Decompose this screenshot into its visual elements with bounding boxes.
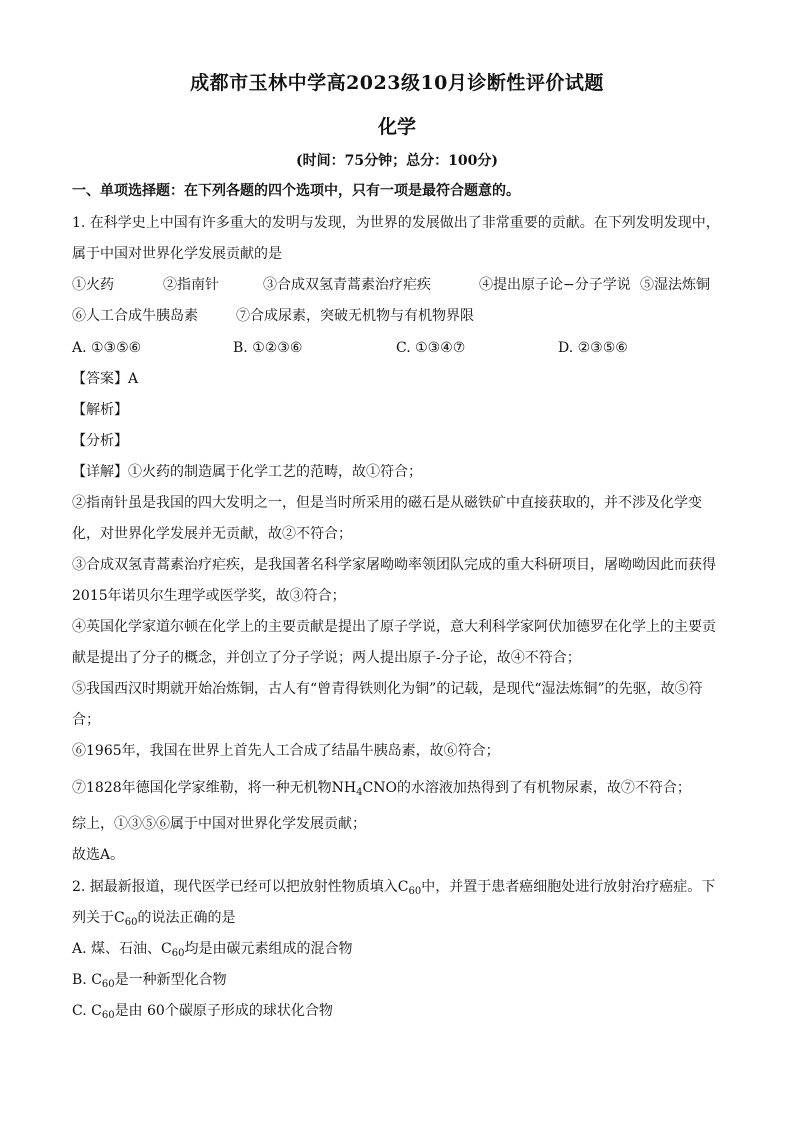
q1-detail-line-7 <box>72 779 691 802</box>
q1-item-5: ⑤湿法炼铜 <box>640 277 710 293</box>
q1-item-6: ⑥人工合成牛胰岛素 <box>72 308 198 324</box>
section-heading: 一、单项选择题：在下列各题的四个选项中，只有一项是最符合题意的。 <box>72 183 520 199</box>
q1-item-2: ②指南针 <box>163 277 219 293</box>
q2-stem-line1: 2. 据最新报道，现代医学已经可以把放射性物质填入$C_{60}$中，并置于患者癌细胞处进行放射治疗癌症。下 <box>72 879 716 897</box>
q1-analysis-label: 【解析】 <box>72 402 128 418</box>
time-info: (时间：75分钟；总分：100分) <box>296 153 498 169</box>
q2-option-a: A. 煤、石油、$C_{60}$均是由碳元素组成的混合物 <box>72 941 353 959</box>
q1-stem-line2: 属于中国对世界化学发展贡献的是 <box>72 246 282 262</box>
q1-item-1: ①火药 <box>72 277 114 293</box>
q1-conclusion: 故选A。 <box>72 847 125 863</box>
q1-item-4: ④提出原子论−分子学说 <box>479 277 631 293</box>
q1-item-7: ⑦合成尿素，突破无机物与有机物界限 <box>236 308 474 324</box>
q1-detail-line: ④英国化学家道尔顿在化学上的主要贡献是提出了原子学说，意大利科学家阿伏加德罗在化学上的主要贡 <box>72 619 716 635</box>
detail7-pre: ⑦1828年德国化学家维勒，将一种无机物 <box>72 780 332 796</box>
q1-detail-line: ⑥1965年，我国在世界上首先人工合成了结晶牛胰岛素，故⑥符合； <box>72 743 500 759</box>
q1-detail-line: 献是提出了分子的概念，并创立了分子学说；两人提出原子-分子论，故④不符合； <box>72 650 581 666</box>
q1-option-b: B. ①②③⑥ <box>233 340 303 356</box>
q1-option-a: A. ①③⑤⑥ <box>72 340 142 356</box>
q1-detail-line: ③合成双氢青蒿素治疗疟疾，是我国著名科学家屠呦呦率领团队完成的重大科研项目，屠呦呦因此而获得 <box>72 557 716 573</box>
q2-stem-line2: 列关于$C_{60}$的说法正确的是 <box>72 910 236 928</box>
formula-nh4cno: $NH_4CNO$ <box>331 780 397 798</box>
q1-detail-line: ⑤我国西汉时期就开始冶炼铜，古人有“曾青得铁则化为铜”的记载，是现代“湿法炼铜”的先驱，故⑤符 <box>72 681 703 697</box>
q2-option-b: B. $C_{60}$是一种新型化合物 <box>72 972 227 990</box>
q1-detail-line: 【详解】①火药的制造属于化学工艺的范畴，故①符合； <box>72 464 422 480</box>
subject-title: 化学 <box>377 116 416 138</box>
q1-detail-line: 化，对世界化学发展并无贡献，故②不符合； <box>72 526 352 542</box>
q1-summary: 综上，①③⑤⑥属于中国对世界化学发展贡献； <box>72 816 366 832</box>
q1-stem-line1: 1. 在科学史上中国有许多重大的发明与发现，为世界的发展做出了非常重要的贡献。在下列发明发现中， <box>72 215 720 231</box>
q1-item-3: ③合成双氢青蒿素治疗疟疾 <box>263 277 431 293</box>
q2-option-c: C. $C_{60}$是由 60个碳原子形成的球状化合物 <box>72 1003 333 1021</box>
q1-answer: 【答案】A <box>72 371 139 387</box>
q1-fenxi-label: 【分析】 <box>72 433 128 449</box>
q1-detail-line: 2015年诺贝尔生理学或医学奖，故③符合； <box>72 588 346 604</box>
q1-detail-line: ②指南针虽是我国的四大发明之一，但是当时所采用的磁石是从磁铁矿中直接获取的，并不涉及化学变 <box>72 495 702 511</box>
exam-title: 成都市玉林中学高2023级10月诊断性评价试题 <box>190 72 604 94</box>
detail7-post: 的水溶液加热得到了有机物尿素，故⑦不符合； <box>396 780 691 796</box>
q1-option-c: C. ①③④⑦ <box>396 340 466 356</box>
q1-detail-line: 合； <box>72 712 100 728</box>
q1-option-d: D. ②③⑤⑥ <box>558 340 628 356</box>
